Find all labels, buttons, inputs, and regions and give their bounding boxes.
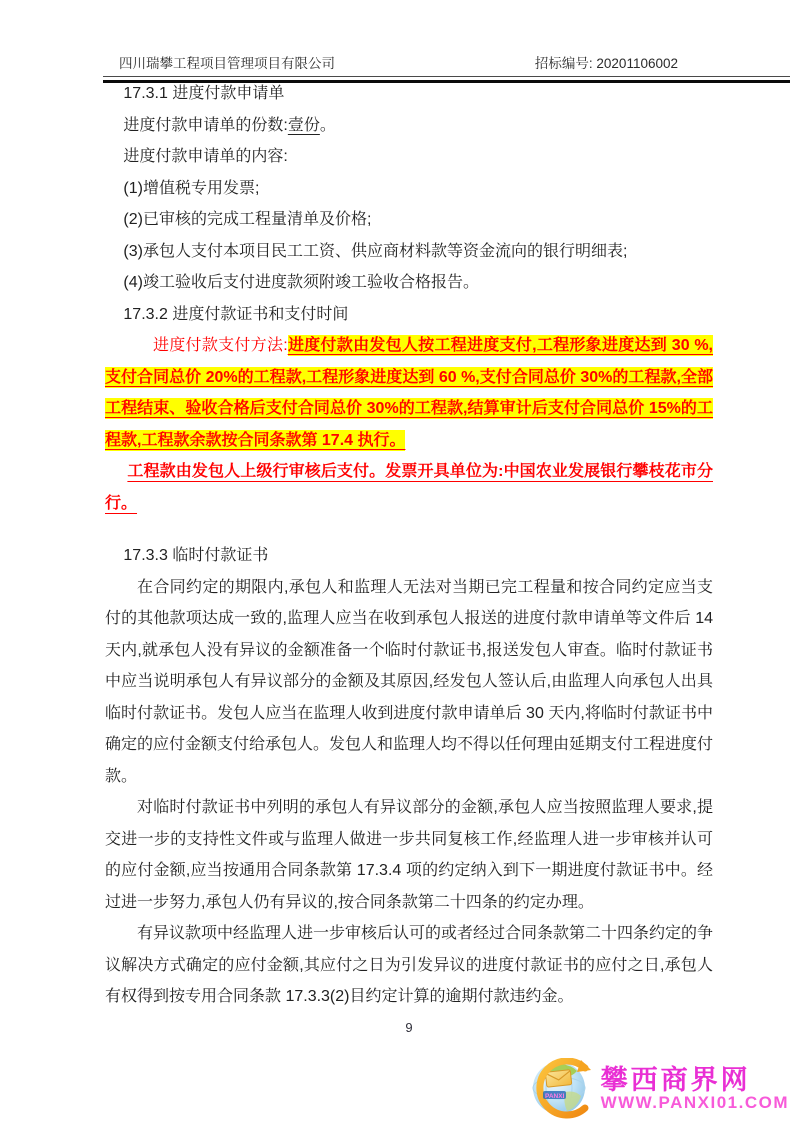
copies-suffix: 。 [319,116,336,134]
paragraph-overdue-penalty: 有异议款项中经监理人进一步审核后认可的或者经过合同条款第二十四条约定的争议解决方式确定的应付金额,其应付之日为引发异议的进度付款证书的应付之日,承包人有权得到按专用合同条款 17.3.3(2)目约定计算的逾期付款违约金。 [105,925,714,1005]
paragraph-interim-certificate: 在合同约定的期限内,承包人和监理人无法对当期已完工程量和按合同约定应当支付的其他款项达成一致的,监理人应当在收到承包人报送的进度付款申请单等文件后 14 天内,就承包人没有异议的金额准备一个临时付款证书,报送发包人审查。临时付款证书中应当说明承包人有异议部分的金额及其原因,经发包人签认后,由监理人向承包人出具临时付款证书。发包人应当在监理人收到进度付款申请单后 30 天内,将临时付款证书中确定的应付金额支付给承包人。发包人和监理人均不得以任何理由延期支付工程进度付款。 [105,578,714,785]
heading-17-3-1: 17.3.1 进度付款申请单 [123,85,285,102]
list-item-4: (4)竣工验收后支付进度款须附竣工验收合格报告。 [123,274,479,291]
header-row [103,52,790,77]
page-number: 9 [405,1020,413,1035]
invoice-paragraph: 工程款由发包人上级行审核后支付。发票开具单位为:中国农业发展银行攀枝花市分行。 [105,463,713,512]
paragraph-disputed-amount: 对临时付款证书中列明的承包人有异议部分的金额,承包人应当按照监理人要求,提交进一步的支持性文件或与监理人做进一步共同复核工作,经监理人进一步审核并认可的应付金额,应当按通用合同条款第 17.3.4 项的约定纳入到下一期进度付款证书中。经过进一步努力,承包人仍有异议的,按合同条款第二十四条的约定办理。 [105,799,713,911]
document-body [105,78,713,1013]
watermark-site-url: WWW.PANXI01.COM [600,1093,789,1113]
copies-prefix: 进度付款申请单的份数: [123,116,288,134]
copies-line [105,110,713,142]
copies-value: 壹份 [287,116,320,134]
list-item-2: (2)已审核的完成工程量清单及价格; [123,211,372,228]
watermark-text [601,1066,789,1112]
header-bid-number [535,52,678,72]
watermark [525,1056,793,1122]
payment-method-highlighted-text: 进度付款由发包人按工程进度支付,工程形象进度达到 30 %,支付合同总价 20%的工程款,工程形象进度达到 60 %,支付合同总价 30%的工程款,全部工程结束、验收合格后支付合同总价 30%的工程款,结算审计后支付合同总价 15%的工程款,工程款余款按合同条款第 17.4 执行。 [105,337,713,449]
header-company-name: 四川瑞攀工程项目管理项目有限公司 [119,56,335,71]
heading-17-3-3: 17.3.3 临时付款证书 [123,547,269,564]
watermark-site-name: 攀西商界网 [600,1064,751,1095]
list-item-1: (1)增值税专用发票; [123,179,260,197]
panxi-globe-logo [525,1058,599,1120]
content-intro-line: 进度付款申请单的内容: [123,148,288,165]
bid-value: 20201106002 [596,56,678,71]
payment-method-label: 进度付款支付方法: [153,337,288,354]
list-item-3: (3)承包人支付本项目民工工资、供应商材料款等资金流向的银行明细表; [123,242,628,260]
payment-method-paragraph [105,330,713,456]
heading-17-3-2: 17.3.2 进度付款证书和支付时间 [123,305,349,323]
logo-panxi-text: PANXI [544,1093,564,1100]
bid-label: 招标编号: [534,56,593,71]
